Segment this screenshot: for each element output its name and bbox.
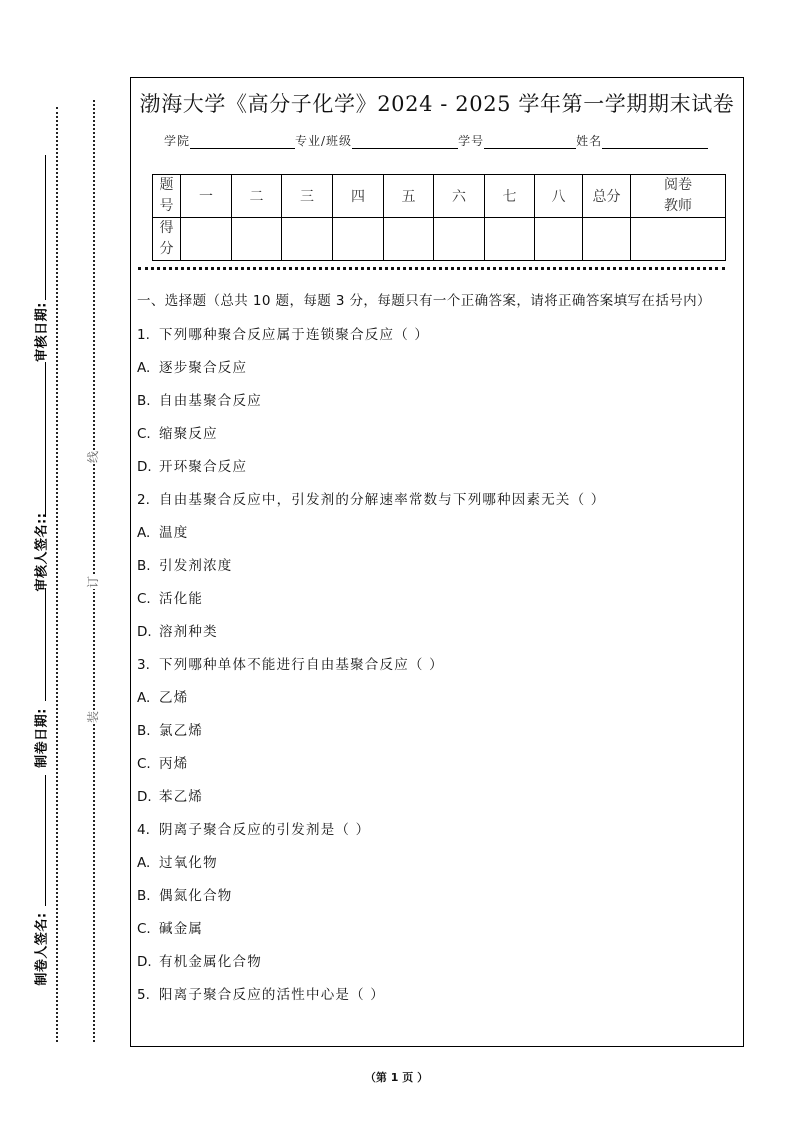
- college-field[interactable]: [190, 135, 295, 149]
- score-cell[interactable]: [485, 218, 535, 261]
- question-stem: [137, 979, 735, 1012]
- header-char: 得: [159, 220, 174, 236]
- dotted-separator: [138, 267, 725, 270]
- col-header: 八: [535, 175, 583, 218]
- option-key: C.: [137, 426, 151, 442]
- option-text: 逐步聚合反应: [159, 360, 248, 376]
- option-text: 氯乙烯: [159, 723, 204, 739]
- option-text: 溶剂种类: [159, 624, 218, 640]
- question-number: 4.: [137, 822, 150, 838]
- reviewer-cell[interactable]: [631, 218, 726, 261]
- question-stem: [137, 319, 735, 352]
- option-item: [137, 451, 735, 484]
- option-item: [137, 748, 735, 781]
- reviewer-header: [631, 175, 726, 218]
- option-text: 引发剂浓度: [159, 558, 233, 574]
- option-text: 偶氮化合物: [159, 888, 233, 904]
- header-char: 号: [159, 198, 174, 214]
- student-id-field[interactable]: [484, 135, 576, 149]
- question-stem: [137, 484, 735, 517]
- option-key: C.: [137, 591, 151, 607]
- setter-date-line: [45, 775, 46, 906]
- col-header: 六: [434, 175, 485, 218]
- cut-mark-line: 线: [86, 450, 100, 464]
- question-number-header: [153, 175, 181, 218]
- major-class-field[interactable]: [352, 135, 458, 149]
- question-number: 5.: [137, 987, 150, 1003]
- college-label: 学院: [164, 134, 191, 148]
- option-text: 开环聚合反应: [159, 459, 248, 475]
- question-stem: [137, 649, 735, 682]
- col-header: 一: [181, 175, 232, 218]
- option-item: [137, 616, 735, 649]
- question-text: 阴离子聚合反应的引发剂是（ ）: [159, 822, 371, 838]
- section-heading: 一、选择题（总共 10 题，每题 3 分，每题只有一个正确答案，请将正确答案填写在括号内）: [137, 293, 711, 309]
- student-id-label: 学号: [458, 134, 485, 148]
- reviewer-date-label: 审核日期:: [34, 302, 50, 362]
- cut-mark-bind: 订: [86, 575, 100, 589]
- score-cell[interactable]: [232, 218, 282, 261]
- option-key: A.: [137, 690, 151, 706]
- score-cell[interactable]: [384, 218, 434, 261]
- exam-title: 渤海大学《高分子化学》2024 - 2025 学年第一学期期末试卷: [139, 92, 735, 116]
- option-text: 有机金属化合物: [159, 954, 262, 970]
- name-label: 姓名: [576, 134, 603, 148]
- col-header: 二: [232, 175, 282, 218]
- reviewer-signature-line: [45, 588, 46, 701]
- question-text: 下列哪种聚合反应属于连锁聚合反应（ ）: [159, 327, 430, 343]
- major-class-label: 专业/班级: [295, 134, 353, 148]
- score-cell[interactable]: [535, 218, 583, 261]
- option-key: B.: [137, 888, 151, 904]
- cut-mark-install: 装: [86, 710, 100, 724]
- option-key: D.: [137, 624, 152, 640]
- score-cell[interactable]: [181, 218, 232, 261]
- reviewer-date-line-lower: [45, 362, 46, 517]
- option-item: [137, 517, 735, 550]
- option-key: D.: [137, 459, 152, 475]
- name-field[interactable]: [602, 135, 708, 149]
- option-item: [137, 946, 735, 979]
- setter-date-label: 制卷日期:: [34, 708, 50, 768]
- option-item: [137, 715, 735, 748]
- option-text: 活化能: [159, 591, 204, 607]
- option-text: 丙烯: [159, 756, 189, 772]
- header-char: 题: [159, 177, 174, 193]
- col-header: 三: [282, 175, 333, 218]
- option-text: 自由基聚合反应: [159, 393, 262, 409]
- option-text: 温度: [159, 525, 189, 541]
- option-item: [137, 913, 735, 946]
- header-char: 阅卷: [664, 177, 692, 193]
- option-text: 碱金属: [159, 921, 204, 937]
- option-text: 缩聚反应: [159, 426, 218, 442]
- col-header-total: 总分: [583, 175, 631, 218]
- option-item: [137, 352, 735, 385]
- inner-dotted-line: [93, 100, 95, 1042]
- question-text: 自由基聚合反应中，引发剂的分解速率常数与下列哪种因素无关（ ）: [159, 492, 606, 508]
- question-stem: [137, 814, 735, 847]
- page-number: （第 1 页 ）: [364, 1071, 429, 1084]
- total-score-cell[interactable]: [583, 218, 631, 261]
- option-item: [137, 847, 735, 880]
- col-header: 五: [384, 175, 434, 218]
- questions-area: [137, 290, 735, 1012]
- question-number: 2.: [137, 492, 150, 508]
- reviewer-date-line: [45, 155, 46, 300]
- score-row-header: [153, 218, 181, 261]
- question-text: 阳离子聚合反应的活性中心是（ ）: [159, 987, 385, 1003]
- option-item: [137, 682, 735, 715]
- score-cell[interactable]: [282, 218, 333, 261]
- option-key: B.: [137, 723, 151, 739]
- col-header: 七: [485, 175, 535, 218]
- option-key: C.: [137, 921, 151, 937]
- header-char: 分: [159, 241, 174, 257]
- option-key: B.: [137, 393, 151, 409]
- option-text: 苯乙烯: [159, 789, 204, 805]
- option-key: A.: [137, 855, 151, 871]
- option-key: A.: [137, 525, 151, 541]
- option-item: [137, 781, 735, 814]
- option-key: B.: [137, 558, 151, 574]
- option-text: 乙烯: [159, 690, 189, 706]
- question-text: 下列哪种单体不能进行自由基聚合反应（ ）: [159, 657, 444, 673]
- option-key: D.: [137, 789, 152, 805]
- question-number: 3.: [137, 657, 150, 673]
- student-info-row: [164, 132, 708, 149]
- col-header: 四: [333, 175, 384, 218]
- score-cell[interactable]: [434, 218, 485, 261]
- option-text: 过氧化物: [159, 855, 218, 871]
- score-table: [152, 174, 726, 261]
- outer-dotted-line: [56, 107, 58, 1042]
- question-number: 1.: [137, 327, 150, 343]
- setter-signature-label: 制卷人签名:: [34, 912, 50, 986]
- question-number-row: [153, 175, 726, 218]
- reviewer-signature-label: 审核人签名::: [34, 512, 50, 592]
- option-key: C.: [137, 756, 151, 772]
- option-item: [137, 385, 735, 418]
- exam-frame: [130, 77, 744, 1047]
- score-cell[interactable]: [333, 218, 384, 261]
- option-item: [137, 583, 735, 616]
- score-row: [153, 218, 726, 261]
- option-key: D.: [137, 954, 152, 970]
- option-item: [137, 418, 735, 451]
- header-char: 教师: [664, 198, 692, 214]
- option-item: [137, 550, 735, 583]
- option-key: A.: [137, 360, 151, 376]
- option-item: [137, 880, 735, 913]
